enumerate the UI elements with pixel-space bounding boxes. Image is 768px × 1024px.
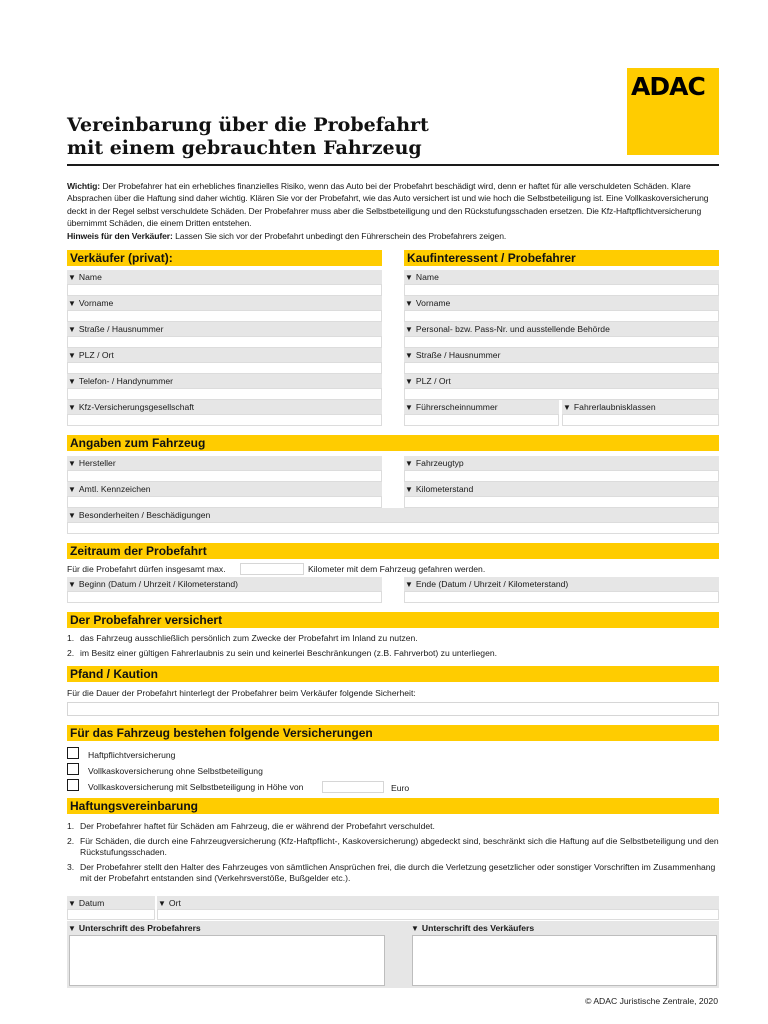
vehicle-heading: Angaben zum Fahrzeug [67, 435, 719, 451]
hinweis-label: Hinweis für den Verkäufer: [67, 230, 173, 241]
buyer-street-label: ▼ Straße / Hausnummer [404, 348, 719, 362]
vehicle-plate-label: ▼ Amtl. Kennzeichen [67, 482, 382, 496]
buyer-name-field[interactable] [404, 270, 719, 296]
seller-phone-input[interactable] [67, 388, 382, 400]
vehicle-damages-input[interactable] [67, 522, 719, 534]
period-end-field[interactable] [404, 577, 719, 603]
liability-insurance-checkbox[interactable] [67, 747, 79, 759]
buyer-name-input[interactable] [404, 284, 719, 296]
period-start-label: ▼ Beginn (Datum / Uhrzeit / Kilometerstand) [67, 577, 382, 591]
driver-signature-header [67, 921, 386, 935]
title-line-2: mit einem gebrauchten Fahrzeug [67, 137, 422, 159]
period-end-label: ▼ Ende (Datum / Uhrzeit / Kilometerstand) [404, 577, 719, 591]
insurance-heading: Für das Fahrzeug bestehen folgende Versicherungen [67, 725, 719, 741]
seller-insurer-label: ▼ Kfz-Versicherungsgesellschaft [67, 400, 382, 414]
buyer-firstname-field[interactable] [404, 296, 719, 322]
seller-insurer-field[interactable] [67, 400, 382, 426]
place-input[interactable] [157, 909, 719, 920]
assures-item-text: das Fahrzeug ausschließlich persönlich zum Zwecke der Probefahrt im Inland zu nutzen. [80, 633, 418, 643]
buyer-license-classes-field[interactable] [562, 400, 719, 426]
liability-insurance-label: Haftpflichtversicherung [88, 750, 176, 760]
assures-item-number: 2. [67, 648, 75, 658]
vehicle-type-input[interactable] [404, 470, 719, 482]
seller-phone-label: ▼ Telefon- / Handynummer [67, 374, 382, 388]
wichtig-label: Wichtig: [67, 181, 101, 191]
seller-name-field[interactable] [67, 270, 382, 296]
page-title [67, 114, 607, 160]
period-start-field[interactable] [67, 577, 382, 603]
place-label: ▼ Ort [157, 896, 719, 910]
deposit-input[interactable] [67, 702, 719, 716]
buyer-zip-label: ▼ PLZ / Ort [404, 374, 719, 388]
seller-firstname-field[interactable] [67, 296, 382, 322]
vehicle-mileage-field[interactable] [404, 482, 719, 508]
buyer-license-number-input[interactable] [404, 414, 559, 426]
buyer-zip-input[interactable] [404, 388, 719, 400]
date-field[interactable] [67, 896, 155, 920]
assures-item-number: 1. [67, 633, 75, 643]
vehicle-manufacturer-input[interactable] [67, 470, 382, 482]
buyer-street-field[interactable] [404, 348, 719, 374]
fully-comprehensive-deductible-label: Vollkaskoversicherung mit Selbstbeteiligung in Höhe von [88, 782, 304, 792]
vehicle-manufacturer-field[interactable] [67, 456, 382, 482]
vehicle-plate-field[interactable] [67, 482, 382, 508]
deposit-text: Für die Dauer der Probefahrt hinterlegt der Probefahrer beim Verkäufer folgende Sicherheit: [67, 688, 416, 698]
liability-item [67, 836, 719, 858]
vehicle-plate-input[interactable] [67, 496, 382, 508]
driver-signature-label: ▼ Unterschrift des Probefahrers [67, 921, 386, 935]
seller-name-input[interactable] [67, 284, 382, 296]
liability-item-number: 3. [67, 862, 75, 872]
deductible-amount-input[interactable] [322, 781, 384, 793]
liability-item-text: Der Probefahrer haftet für Schäden am Fahrzeug, die er während der Probefahrt verschuldet. [80, 821, 435, 831]
assures-item [67, 648, 719, 659]
liability-item-number: 2. [67, 836, 75, 846]
assures-list [67, 633, 719, 663]
buyer-firstname-label: ▼ Vorname [404, 296, 719, 310]
vehicle-manufacturer-label: ▼ Hersteller [67, 456, 382, 470]
buyer-firstname-input[interactable] [404, 310, 719, 322]
liability-heading: Haftungsvereinbarung [67, 798, 719, 814]
seller-firstname-input[interactable] [67, 310, 382, 322]
liability-item-number: 1. [67, 821, 75, 831]
adac-logo [627, 68, 719, 155]
vehicle-damages-label: ▼ Besonderheiten / Beschädigungen [67, 508, 719, 522]
seller-street-input[interactable] [67, 336, 382, 348]
seller-zip-field[interactable] [67, 348, 382, 374]
assures-heading: Der Probefahrer versichert [67, 612, 719, 628]
copyright: © ADAC Juristische Zentrale, 2020 [585, 996, 718, 1006]
place-field[interactable] [157, 896, 719, 920]
assures-item [67, 633, 719, 644]
title-line-1: Vereinbarung über die Probefahrt [67, 114, 429, 136]
seller-firstname-label: ▼ Vorname [67, 296, 382, 310]
period-end-input[interactable] [404, 591, 719, 603]
buyer-zip-field[interactable] [404, 374, 719, 400]
liability-item-text: Der Probefahrer stellt den Halter des Fahrzeuges von sämtlichen Ansprüchen frei, die durch die Verletzung gesetzlicher oder sonstiger Vorschriften im Zusammenhang mit der Probefahrt entstanden sind (Verkehrsverstöße, Bußgelder etc.). [80, 862, 716, 883]
title-divider [67, 164, 719, 166]
date-input[interactable] [67, 909, 155, 920]
assures-item-text: im Besitz einer gültigen Fahrerlaubnis zu sein und keinerlei Beschränkungen (z.B. Fahrverbot) zu unterliegen. [80, 648, 498, 658]
buyer-license-number-label: ▼ Führerscheinnummer [404, 400, 559, 414]
liability-item-text: Für Schäden, die durch eine Fahrzeugversicherung (Kfz-Haftpflicht-, Kaskoversicherung) abgedeckt sind, beschränkt sich die Haftung auf die Selbstbeteiligung und den Rückstufungsschaden. [80, 836, 719, 857]
vehicle-mileage-input[interactable] [404, 496, 719, 508]
period-text-after: Kilometer mit dem Fahrzeug gefahren werden. [308, 564, 486, 574]
buyer-license-classes-input[interactable] [562, 414, 719, 426]
fully-comprehensive-no-deductible-checkbox[interactable] [67, 763, 79, 775]
period-start-input[interactable] [67, 591, 382, 603]
liability-list [67, 821, 719, 888]
seller-insurer-input[interactable] [67, 414, 382, 426]
seller-street-field[interactable] [67, 322, 382, 348]
seller-signature-header [410, 921, 719, 935]
vehicle-type-field[interactable] [404, 456, 719, 482]
seller-street-label: ▼ Straße / Hausnummer [67, 322, 382, 336]
buyer-passport-label: ▼ Personal- bzw. Pass-Nr. und ausstellende Behörde [404, 322, 719, 336]
wichtig-text: Der Probefahrer hat ein erhebliches finanzielles Risiko, wenn das Auto bei der Probefahrt beschädigt wird, denn er haftet für alle verschuldeten Schäden. Klare Absprachen über die Haftung sind daher wichtig. Klären Sie vor der Probefahrt, wie das Auto versichert ist und wie hoch die Selbstbeteiligung ist. Eine Vollkaskoversicherung deckt in der Regel selbst verschuldete Schäden. Der Probefahrer muss aber die Selbstbeteiligung und den Rückstufungsschaden ersetzen. Die Kfz-Haftpflichtversicherung übernimmt Schäden, die einem Dritten entstehen. [67, 181, 709, 229]
seller-name-label: ▼ Name [67, 270, 382, 284]
buyer-passport-field[interactable] [404, 322, 719, 348]
liability-item [67, 821, 719, 832]
fully-comprehensive-no-deductible-label: Vollkaskoversicherung ohne Selbstbeteiligung [88, 766, 263, 776]
hinweis-text: Lassen Sie sich vor der Probefahrt unbedingt den Führerschein des Probefahrers zeigen. [175, 230, 507, 241]
fully-comprehensive-deductible-checkbox[interactable] [67, 779, 79, 791]
max-km-input[interactable] [240, 563, 304, 575]
seller-signature-box[interactable] [412, 935, 717, 986]
buyer-passport-input[interactable] [404, 336, 719, 348]
period-heading: Zeitraum der Probefahrt [67, 543, 719, 559]
liability-item [67, 862, 719, 884]
seller-zip-input[interactable] [67, 362, 382, 374]
intro-text [67, 180, 719, 242]
deposit-heading: Pfand / Kaution [67, 666, 719, 682]
buyer-street-input[interactable] [404, 362, 719, 374]
period-text-before: Für die Probefahrt dürfen insgesamt max. [67, 564, 226, 574]
seller-phone-field[interactable] [67, 374, 382, 400]
date-label: ▼ Datum [67, 896, 155, 910]
seller-signature-label: ▼ Unterschrift des Verkäufers [410, 921, 719, 935]
buyer-license-number-field[interactable] [404, 400, 559, 426]
seller-heading: Verkäufer (privat): [67, 250, 382, 266]
driver-signature-box[interactable] [69, 935, 385, 986]
buyer-heading: Kaufinteressent / Probefahrer [404, 250, 719, 266]
buyer-license-classes-label: ▼ Fahrerlaubnisklassen [562, 400, 719, 414]
vehicle-damages-field[interactable] [67, 508, 719, 534]
seller-zip-label: ▼ PLZ / Ort [67, 348, 382, 362]
currency-label: Euro [391, 783, 410, 793]
vehicle-mileage-label: ▼ Kilometerstand [404, 482, 719, 496]
adac-logo-text: ADAC [631, 72, 705, 101]
buyer-name-label: ▼ Name [404, 270, 719, 284]
vehicle-type-label: ▼ Fahrzeugtyp [404, 456, 719, 470]
